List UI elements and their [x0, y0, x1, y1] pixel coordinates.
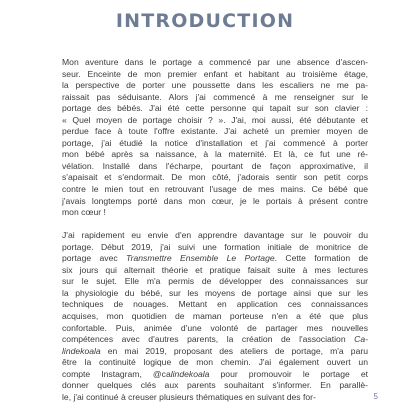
text-line: seur. Enceinte de mon premier enfant et habitant au troisième étage,	[62, 68, 368, 79]
text-line: acquises, mon quotidien de maman porteuse n'en a été que plus	[62, 311, 368, 322]
text-line: la physiologie du bébé, sur les moyens de portage ainsi que sur les	[62, 287, 368, 298]
text-line: être la continuité logique de mon chemin. J'ai également ouvert un	[62, 357, 368, 368]
text-line: six jours qui alternait théorie et pratique faisait suite à mes lectures	[62, 264, 368, 275]
text-line: la perspective de porter une poussette dans les escaliers ne me pa-	[62, 80, 368, 91]
paragraph	[62, 230, 368, 403]
text-line: perdue face à toute l'offre existante. J'ai acheté un premier moyen de	[62, 126, 368, 137]
text-line: le, j'ai continué à creuser plusieurs thématiques en suivant des for-	[62, 391, 316, 402]
text-line: vélation. Installé dans l'écharpe, pourtant de façon approximative, il	[62, 160, 368, 171]
page-number: 5	[373, 392, 378, 401]
body-text	[62, 57, 368, 415]
text-line: mon cœur !	[62, 207, 106, 218]
text-line: portage des bébés. J'ai été cette personne qui tapait sur son clavier :	[62, 103, 368, 114]
text-line: portage. Début 2019, j'ai suivi une formation initiale de monitrice de	[62, 241, 368, 252]
text-line: Mon aventure dans le portage a commencé par une absence d'ascen-	[62, 57, 368, 67]
text-line: mon bébé après sa naissance, à la maternité. Et là, ce fut une ré-	[62, 149, 368, 160]
text-line: techniques de nouages. Mettant en application ces connaissances	[62, 299, 368, 310]
text-line: « Quel moyen de portage choisir ? ». J'ai, moi aussi, été débutante et	[62, 114, 368, 125]
page-title: INTRODUCTION	[115, 10, 295, 32]
text-line: confortable. Puis, animée d'une volonté de partager mes nouvelles	[62, 322, 368, 333]
text-line: J'ai rapidement eu envie d'en apprendre davantage sur le pouvoir du	[62, 230, 368, 241]
text-line: contre le mien tout en retrouvant l'usage de mes mains. Ce bébé que	[62, 184, 368, 195]
text-line: j'avais longtemps porté dans mon cœur, je le portais à présent contre	[62, 195, 368, 206]
text-line: sur le sujet. Elle m'a permis de développer des connaissances sur	[62, 276, 368, 287]
text-line: compétences avec d'autres parents, la création de l'association Ca-	[62, 334, 368, 345]
text-line: raissait pas séduisante. Alors j'ai commencé à me renseigner sur le	[62, 91, 368, 102]
text-line: portage avec Transmettre Ensemble Le Portage. Cette formation de	[62, 253, 369, 264]
text-line: compte Instagram, @calindekoala pour promouvoir le portage et	[62, 368, 368, 379]
text-line: lindekoala en mai 2019, proposant des ateliers de portage, m'a paru	[62, 345, 368, 356]
text-line: donner quelques clés aux parents souhaitant s'informer. En parallè-	[62, 380, 368, 391]
text-line: s'apaisait et s'endormait. De mon côté, j'adorais sentir son petit corps	[62, 172, 368, 183]
paragraph	[62, 57, 368, 219]
text-line: portage, j'ai étudié la notice d'installation et j'ai commencé à porter	[62, 137, 368, 148]
